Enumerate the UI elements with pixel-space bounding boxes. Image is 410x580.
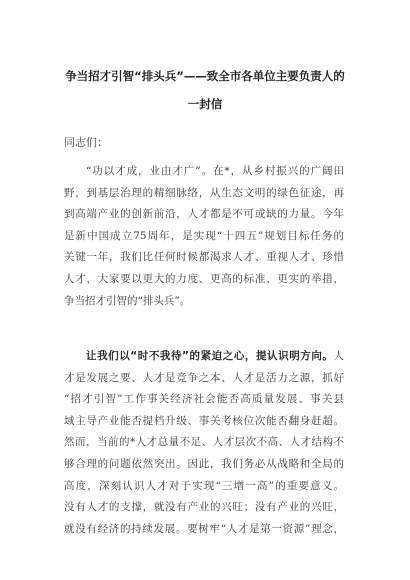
paragraph-2-line: 才是发展之要、人才是竞争之本、人才是活力之源，抓好 [64, 371, 344, 384]
paragraph-1-line: 野，到基层治理的精细脉络，从生态文明的绿色征途，再 [64, 186, 344, 199]
title-line-2: 一封信 [187, 97, 223, 111]
paragraph-2-line: 够合理的问题依然突出。因此，我们务必从战略和全局的 [64, 457, 344, 470]
paragraph-2-lead-tail: 人 [333, 350, 344, 362]
paragraph-2-line: 高度，深刻认识人才对于实现“三增一高”的重要意义。 [64, 479, 344, 492]
paragraph-1-line: 是新中国成立75周年，是实现“十四五”规划目标任务的 [64, 229, 344, 242]
paragraph-2-line: 没有人才的支撑，就没有产业的兴旺；没有产业的兴旺， [64, 501, 344, 514]
paragraph-1 [64, 161, 344, 312]
paragraph-1-line: 人才，大家要以更大的力度、更高的标准、更实的举措， [64, 272, 344, 285]
paragraph-2-first-line [64, 346, 344, 368]
paragraph-1-line: 关键一年，我们比任何时候都渴求人才、重视人才、珍惜 [64, 251, 344, 264]
document-title [40, 62, 370, 118]
paragraph-2-line: 就没有经济的持续发展。要树牢“人才是第一资源”理念， [64, 522, 344, 535]
title-line-1: 争当招才引智“排头兵”——致全市各单位主要负责人的 [65, 69, 345, 83]
paragraph-1-line: 到高端产业的创新前沿，人才都是不可或缺的力量。今年 [64, 208, 344, 221]
salutation: 同志们： [64, 136, 108, 149]
paragraph-2-lead: 让我们以“时不我待”的紧迫之心，提认识明方向。 [86, 350, 334, 362]
paragraph-2-line: 然而，当前的*人才总量不足、人才层次不高、人才结构不 [64, 436, 344, 449]
paragraph-1-line: 争当招才引智的“排头兵”。 [64, 294, 191, 307]
paragraph-2 [64, 346, 344, 540]
paragraph-1-line: “功以才成，业由才广”。在*，从乡村振兴的广阔田 [86, 165, 344, 177]
paragraph-2-line: “招才引智”工作事关经济社会能否高质量发展、事关县 [64, 393, 344, 406]
paragraph-2-line: 域主导产业能否提档升级、事关考核位次能否翻身赶超。 [64, 414, 344, 427]
